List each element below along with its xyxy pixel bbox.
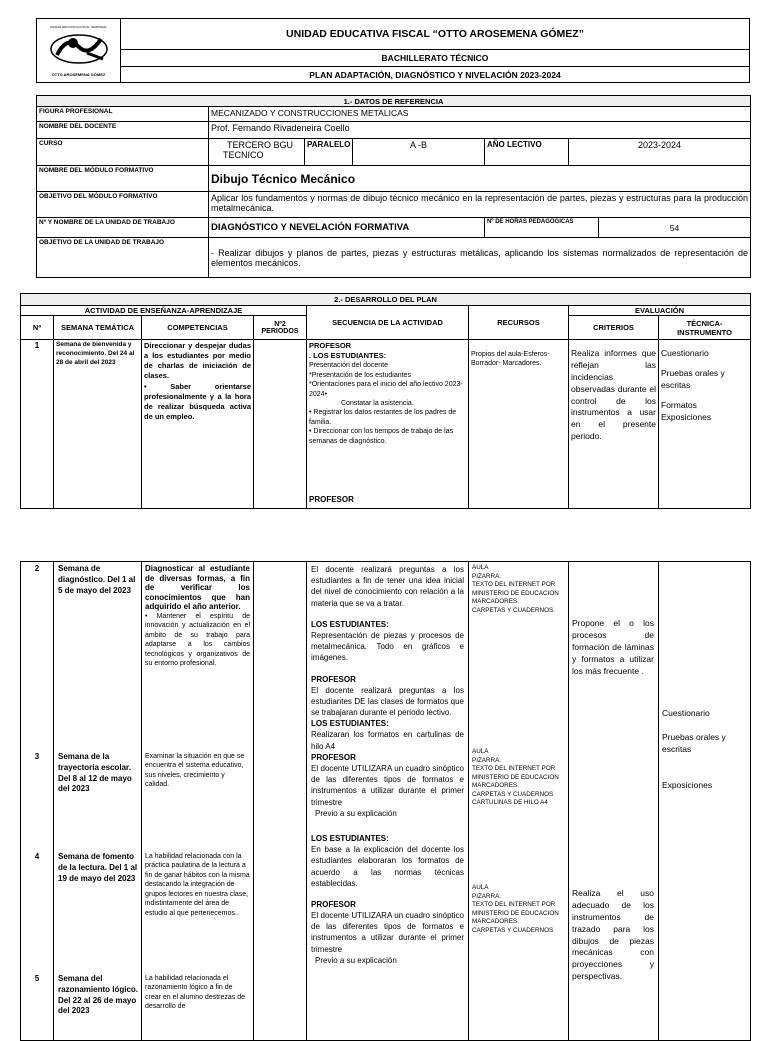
activity-group-header: ACTIVIDAD DE ENSEÑANZA-APRENDIZAJE	[21, 306, 307, 316]
docente-label: NOMBRE DEL DOCENTE	[37, 122, 209, 139]
col-criterios: CRITERIOS	[569, 316, 659, 340]
row-semanas	[54, 562, 142, 1041]
row-competencias: Direccionar y despejar dudas a los estudiantes por medio de charlas de iniciación de clases. • Saber orientarse profesionalmente y a la hora de realizar búsqueda activa de un empleo.	[142, 340, 254, 509]
table-row	[21, 340, 751, 509]
row-competencias	[142, 562, 254, 1041]
tecnica-item: Pruebas orales y escritas	[661, 367, 725, 390]
obj-unidad-label: OBJETIVO DE LA UNIDAD DE TRABAJO	[37, 238, 209, 278]
competencia-detalle: La habilidad relacionada el razonamiento lógico a fin de crear en el alumno destrezas de desarrollo de	[145, 975, 245, 1011]
row-semana: Semana de bienvenida y reconocimiento. Del 24 al 28 de abril del 2023	[54, 340, 142, 509]
unidad-label: Nº Y NOMBRE DE LA UNIDAD DE TRABAJO	[37, 218, 209, 238]
row-number: 1	[21, 340, 54, 509]
paralelo-value: A -B	[353, 139, 485, 166]
horas-value: 54	[599, 218, 751, 238]
seq-heading: PROFESOR	[311, 674, 356, 684]
row-semana: Semana del razonamiento lógico. Del 22 al 26 de mayo del 2023	[58, 974, 139, 1016]
recursos-block: AULA PIZARRA. TEXTO DEL INTERNET POR MINISTERIO DE EDUCACION MARCADORES. CARPETAS Y CUADERNOS	[472, 884, 559, 934]
tecnica-item: Cuestionario	[662, 708, 710, 718]
reference-data-table	[36, 95, 750, 278]
tecnica-item: Exposiciones	[662, 780, 713, 790]
figura-value: MECANIZADO Y CONSTRUCCIONES METALICAS	[209, 107, 751, 122]
row-tecnica	[659, 562, 751, 1041]
col-semana: SEMANA TEMÁTICA	[54, 316, 142, 340]
row-number: 4	[34, 852, 40, 861]
row-secuencia	[307, 562, 469, 1041]
row-recursos: Propios del aula-Esferos- Borrador- Marcadores.	[469, 340, 569, 509]
col-recursos: RECURSOS	[469, 306, 569, 340]
row-number: 2	[34, 564, 40, 573]
plan-table-part1	[20, 293, 750, 509]
seq-line: • Direccionar con los tiempos de trabajo de las semanas de diagnóstico.	[309, 428, 454, 445]
row-recursos	[469, 562, 569, 1041]
anio-label: AÑO LECTIVO	[485, 139, 569, 166]
plan-title-row: 2.- DESARROLLO DEL PLAN	[21, 294, 751, 306]
seq-paragraph: El docente UTILIZARA un cuadro sinóptico de las diferentes tipos de formatos e instrumentos a utilizar durante el primer trimestre	[311, 764, 464, 807]
school-name: UNIDAD EDUCATIVA FISCAL “OTTO AROSEMENA GÓMEZ”	[121, 19, 750, 50]
row-numbers	[21, 562, 54, 1041]
competencia-detalle: La habilidad relacionada con la práctica paulatina de la lectura a fin de ganar hábitos con la misma destacando la integración de grupos lectores en nuestra clase, indistintamente del área de estudio al que pertenecemos..	[145, 853, 250, 917]
row-semana: Semana de fomento de la lectura. Del 1 al 19 de mayo del 2023	[58, 852, 138, 883]
seq-line: *Orientaciones para el inicio del año lectivo 2023-2024•	[309, 381, 463, 398]
logo-caption-bottom: OTTO AROSEMENA GÓMEZ	[51, 71, 106, 77]
school-logo	[37, 19, 121, 83]
recursos-block: AULA PIZARRA. TEXTO DEL INTERNET POR MINISTERIO DE EDUCACION MARCADORES. CARPETAS Y CUADERNOS CARTULINAS DE HILO A4	[472, 748, 559, 806]
criterio-block: Propone el o los procesos de formación de láminas y formatos a utilizar los más frecuente .	[572, 618, 654, 676]
seq-line: • Registrar los datos restantes de los padres de familia.	[309, 409, 457, 426]
obj-unidad-value: - Realizar dibujos y planos de partes, piezas y estructuras metálicas, aplicando los sistemas normalizados de representación de elementos mecánicos.	[209, 238, 751, 278]
seq-paragraph: El docente realizará preguntas a los estudiantes DE las clases de formatos que se trabajaran durante el periodo lectivo.	[311, 685, 464, 718]
seq-foot-profesor: PROFESOR	[309, 495, 354, 505]
seq-paragraph: El docente UTILIZARA un cuadro sinóptico de las diferentes tipos de formatos e instrumentos a utilizar durante el primer trimestre	[311, 911, 464, 954]
col-secuencia: SECUENCIA DE LA ACTIVIDAD	[307, 306, 469, 340]
tecnica-item: Pruebas orales y escritas	[662, 732, 726, 754]
anio-value: 2023-2024	[569, 139, 751, 166]
row-number: 5	[34, 974, 40, 983]
horas-label: Nº DE HORAS PEDAGÓGICAS	[485, 218, 599, 238]
docente-value: Prof. Fernando Rivadeneira Coello	[209, 122, 751, 139]
col-tecnica: TÉCNICA-INSTRUMENTO	[659, 316, 751, 340]
seq-head-profesor: PROFESOR	[309, 341, 352, 350]
row-tecnica	[659, 340, 751, 509]
seq-paragraph: Realizaran los formatos en cartulinas de hilo A4	[311, 730, 464, 751]
row-number: 3	[34, 752, 40, 761]
row-periodos	[254, 562, 307, 1041]
figura-label: FIGURA PROFESIONAL	[37, 107, 209, 122]
seq-heading: LOS ESTUDIANTES:	[311, 833, 389, 843]
unidad-value: DIAGNÓSTICO Y NEVELACIÓN FORMATIVA	[209, 218, 485, 238]
modulo-label: NOMBRE DEL MÓDULO FORMATIVO	[37, 166, 209, 192]
row-periodos	[254, 340, 307, 509]
document-header	[36, 18, 750, 82]
curso-label: CURSO	[37, 139, 209, 166]
row-semana: Semana de la trayectoria escolar. Del 8 al 12 de mayo del 2023	[58, 752, 132, 794]
tecnica-item: Cuestionario	[661, 348, 709, 358]
seq-line: Presentación del docente	[309, 362, 388, 370]
seq-paragraph: El docente realizará preguntas a los estudiantes a fin de tener una idea inicial del nivel de conocimiento con relación a la materia que se va a tratar.	[311, 565, 464, 608]
competencia-detalle: Examinar la situación en que se encuentra el sistema educativo, sus niveles, crecimiento y calidad.	[145, 753, 245, 789]
seq-paragraph: Previo a su explicación	[315, 955, 397, 965]
row-criterios	[569, 562, 659, 1041]
seq-heading: PROFESOR	[311, 899, 356, 909]
seq-paragraph: Previo a su explicación	[315, 808, 397, 818]
seq-paragraph: Representación de piezas y procesos de metalmecánica. Todo en gráficos e imágenes.	[311, 630, 464, 663]
seq-paragraph: En base a la explicación del docente los estudiantes elaboraran los formatos de acuerdo a las normas técnicas establecidas.	[311, 845, 464, 888]
obj-modulo-value: Aplicar los fundamentos y normas de dibujo técnico mecánico en la representación de partes, piezas y estructuras para la producción metalmecánica.	[209, 192, 751, 218]
logo-caption-top: UNIDAD EDUCATIVA FISCAL TEMPORAL	[49, 24, 108, 29]
evaluation-group-header: EVALUACIÓN	[569, 306, 751, 316]
competencia-principal: Diagnosticar al estudiante de diversas formas, a fin de verificar los conocimientos que han adquirido el año anterior.	[145, 564, 250, 612]
col-no: Nº	[21, 316, 54, 340]
tecnica-item: Formatos Exposiciones	[661, 399, 712, 422]
row-secuencia	[307, 340, 469, 509]
seq-heading: LOS ESTUDIANTES:	[311, 619, 389, 629]
row-criterios: Realiza informes que reflejan las incidencias observadas durante el control de los instrumentos a usar en el presente periodo.	[569, 340, 659, 509]
col-competencias: COMPETENCIAS	[142, 316, 254, 340]
recursos-block: AULA PIZARRA. TEXTO DEL INTERNET POR MINISTERIO DE EDUCACION MARCADORES. CARPETAS Y CUADERNOS.	[472, 564, 559, 614]
seq-head-estudiantes: . LOS ESTUDIANTES:	[309, 351, 387, 361]
modulo-value: Dibujo Técnico Mecánico	[209, 166, 751, 192]
plan-table-part2	[20, 561, 750, 1041]
seq-line: *Presentación de los estudiantes	[309, 371, 411, 379]
seq-heading: LOS ESTUDIANTES:	[311, 719, 389, 729]
obj-modulo-label: OBJETIVO DEL MÓDULO FORMATIVO	[37, 192, 209, 218]
seq-heading: PROFESOR	[311, 752, 356, 762]
plan-title: PLAN ADAPTACIÓN, DIAGNÓSTICO Y NIVELACIÓN 2023-2024	[121, 67, 750, 83]
curso-value: TERCERO BGU TECNICO	[209, 139, 305, 166]
col-periodos: Nº2 PERIODOS	[254, 316, 307, 340]
program-name: BACHILLERATO TÉCNICO	[121, 50, 750, 67]
school-crest-icon	[43, 29, 115, 67]
criterio-block: Realiza el uso adecuado de los instrumentos de trazado para los dibujos de piezas mecánicas con proyecciones y perspectivas.	[572, 888, 654, 982]
paralelo-label: PARALELO	[305, 139, 353, 166]
row-semana: Semana de diagnóstico. Del 1 al 5 de mayo del 2023	[58, 564, 136, 595]
competencia-detalle: • Mantener el espíritu de innovación y actualización en el ámbito de su trabajo para adaptarse a los cambios tecnológicos y organizativos de su entorno profesional.	[145, 612, 250, 668]
reference-title: 1.- DATOS DE REFERENCIA	[37, 96, 751, 107]
seq-line: Constatar la asistencia.	[341, 400, 414, 407]
